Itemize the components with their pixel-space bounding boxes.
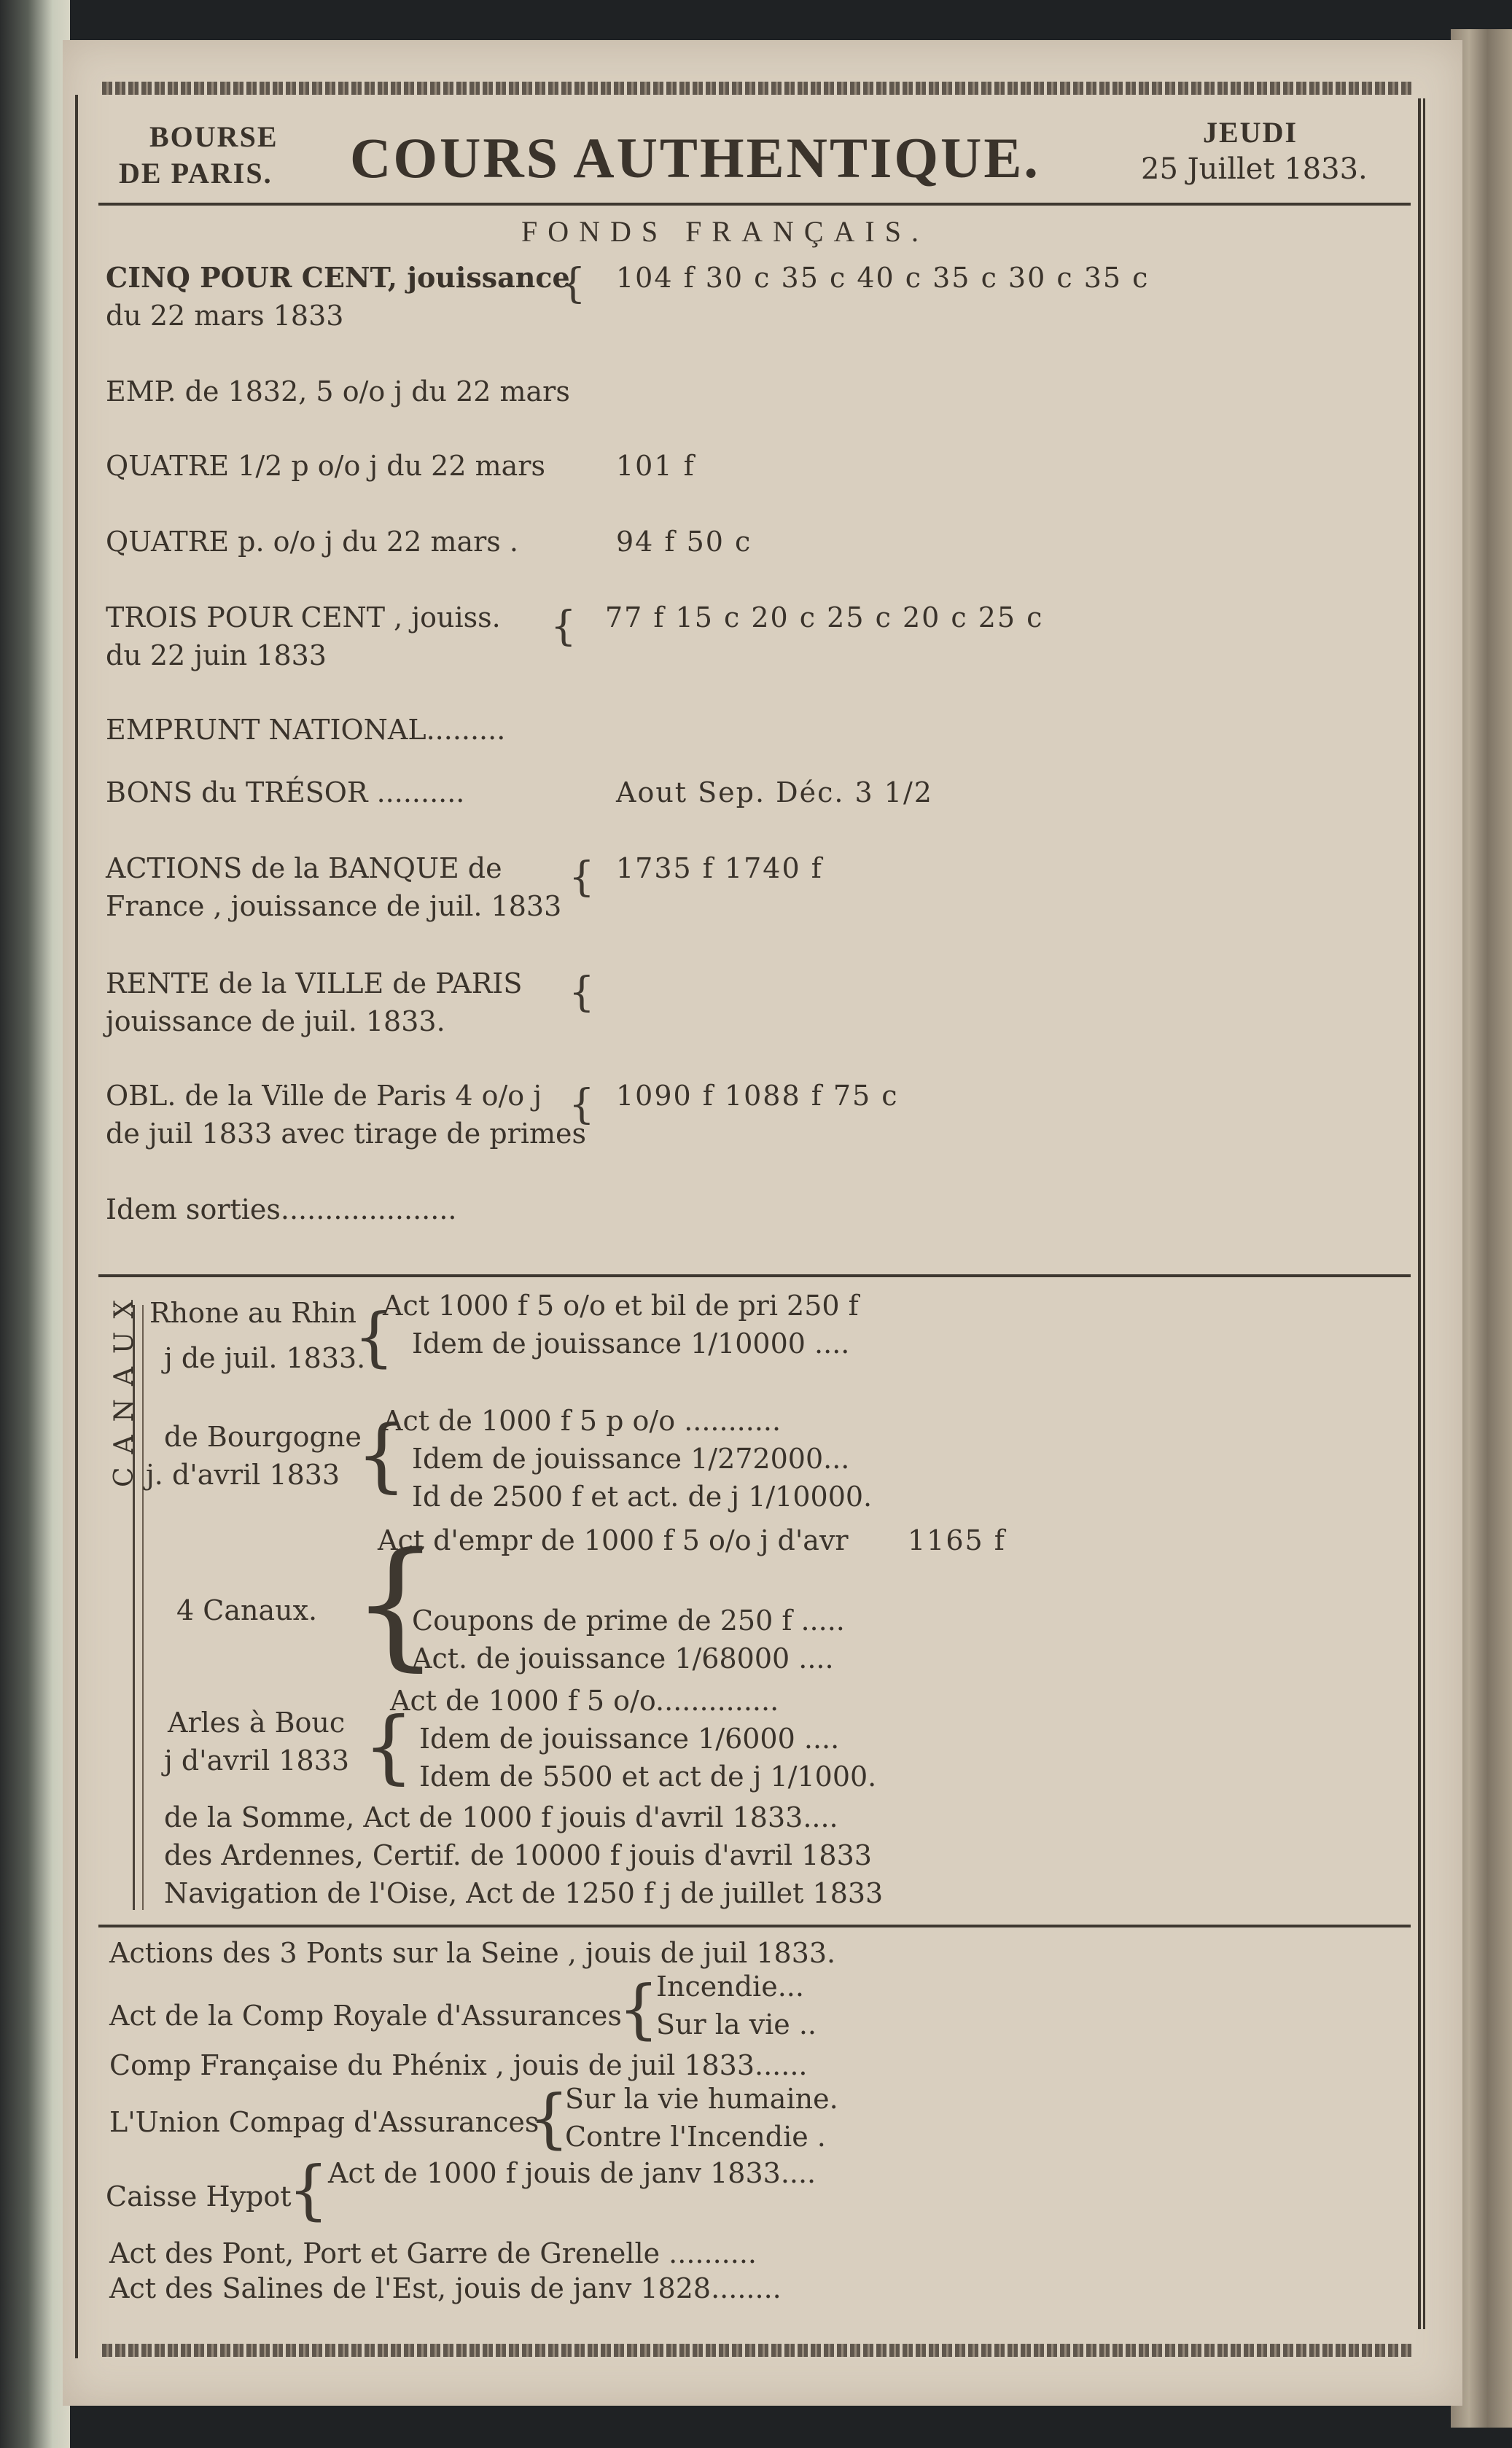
quatre-demi-label: QUATRE 1/2 p o/o j du 22 mars [106, 450, 545, 482]
brace: { [550, 603, 577, 650]
cinq-value: 104 f 30 c 35 c 40 c 35 c 30 c 35 c [616, 262, 1150, 294]
union-item-1: Sur la vie humaine. [565, 2083, 838, 2115]
quatre-canaux-value: 1165 f [908, 1524, 1006, 1556]
emp-label: EMP. de 1832, 5 o/o j du 22 mars [106, 375, 570, 408]
brace: { [569, 969, 595, 1016]
trois-label: TROIS POUR CENT , jouiss. [106, 601, 501, 634]
actions-label-2: France , jouissance de juil. 1833 [106, 890, 562, 922]
union-item-2: Contre l'Incendie . [565, 2121, 826, 2153]
bons-label: BONS du TRÉSOR .......... [106, 776, 465, 808]
cinq-label: CINQ POUR CENT, jouissance [106, 261, 570, 294]
actions-value: 1735 f 1740 f [616, 852, 823, 884]
brace: { [569, 854, 595, 901]
header-rule [98, 203, 1411, 206]
oise-line: Navigation de l'Oise, Act de 1250 f j de juillet 1833 [164, 1877, 884, 1909]
trois-date: du 22 juin 1833 [106, 639, 327, 671]
salines-line: Act des Salines de l'Est, jouis de janv 1828........ [109, 2272, 782, 2304]
ardennes-line: des Ardennes, Certif. de 10000 f jouis d'avril 1833 [164, 1839, 872, 1871]
quatre-canaux-item-3: Act. de jouissance 1/68000 .... [412, 1642, 834, 1675]
arles-item-2: Idem de jouissance 1/6000 .... [419, 1723, 840, 1755]
rhone-item-1: Act 1000 f 5 o/o et bil de pri 250 f [383, 1290, 859, 1322]
brace: { [356, 1408, 407, 1501]
caisse-label: Caisse Hypot [106, 2180, 292, 2213]
assurances-label: Act de la Comp Royale d'Assurances [109, 2000, 622, 2032]
bottom-ornament-border [102, 2344, 1414, 2357]
phenix-line: Comp Française du Phénix , jouis de juil 1833...... [109, 2049, 808, 2081]
union-label: L'Union Compag d'Assurances [109, 2106, 539, 2138]
brace: { [363, 1699, 414, 1793]
arles-item-3: Idem de 5500 et act de j 1/1000. [419, 1761, 877, 1793]
bourgogne-name: de Bourgogne [164, 1421, 362, 1453]
brace: { [354, 1299, 394, 1374]
canaux-top-rule [98, 1274, 1411, 1277]
quatre-label: QUATRE p. o/o j du 22 mars . [106, 526, 518, 558]
grenelle-line: Act des Pont, Port et Garre de Grenelle .......... [109, 2237, 757, 2269]
obl-value: 1090 f 1088 f 75 c [616, 1080, 899, 1112]
quatre-demi-value: 101 f [616, 450, 695, 482]
rente-label-2: jouissance de juil. 1833. [106, 1005, 445, 1037]
obl-label-2: de juil 1833 avec tirage de primes [106, 1118, 586, 1150]
header-day: JEUDI [1203, 116, 1298, 149]
brace: { [618, 1971, 659, 2046]
quatre-canaux-item-1: Act d'empr de 1000 f 5 o/o j d'avr [378, 1524, 849, 1556]
actions-label: ACTIONS de la BANQUE de [106, 852, 502, 884]
top-ornament-border [102, 82, 1414, 95]
idem-sorties-label: Idem sorties.................... [106, 1193, 457, 1225]
brace: { [529, 2081, 569, 2156]
frame-right-border [1418, 98, 1425, 2329]
header-bourse: BOURSE [149, 120, 278, 153]
quatre-value: 94 f 50 c [616, 526, 752, 558]
arles-date: j d'avril 1833 [164, 1745, 350, 1777]
arles-name: Arles à Bouc [168, 1707, 346, 1739]
bourgogne-item-1: Act de 1000 f 5 p o/o ........... [383, 1405, 782, 1437]
assurances-item-1: Incendie... [656, 1971, 804, 2003]
divers-top-rule [98, 1925, 1411, 1927]
brace: { [288, 2152, 329, 2227]
trois-value: 77 f 15 c 20 c 25 c 20 c 25 c [605, 601, 1044, 634]
bourgogne-item-2: Idem de jouissance 1/272000... [412, 1443, 850, 1475]
assurances-item-2: Sur la vie .. [656, 2008, 817, 2040]
bons-value: Aout Sep. Déc. 3 1/2 [616, 776, 933, 808]
book-spine [0, 0, 70, 2448]
rente-label: RENTE de la VILLE de PARIS [106, 967, 523, 999]
rhone-item-2: Idem de jouissance 1/10000 .... [412, 1328, 850, 1360]
rhone-date: j de juil. 1833. [164, 1342, 366, 1374]
quatre-canaux-name: 4 Canaux. [176, 1594, 318, 1626]
rhone-name: Rhone au Rhin [149, 1297, 356, 1329]
obl-label: OBL. de la Ville de Paris 4 o/o j [106, 1080, 542, 1112]
header-de-paris: DE PARIS. [119, 157, 273, 190]
canaux-bar-inner [142, 1305, 144, 1910]
ponts-line: Actions des 3 Ponts sur la Seine , jouis de juil 1833. [109, 1937, 836, 1969]
emprunt-label: EMPRUNT NATIONAL......... [106, 714, 506, 746]
somme-line: de la Somme, Act de 1000 f jouis d'avril 1833.... [164, 1801, 838, 1833]
brace: { [560, 260, 586, 308]
bourgogne-date: j. d'avril 1833 [146, 1459, 340, 1491]
canaux-vertical-label: CANAUX [109, 1286, 139, 1487]
header-date: 25 Juillet 1833. [1141, 152, 1368, 186]
bourgogne-item-3: Id de 2500 f et act. de j 1/10000. [412, 1481, 873, 1513]
quatre-canaux-item-2: Coupons de prime de 250 f ..... [412, 1605, 845, 1637]
page-title: COURS AUTHENTIQUE. [350, 126, 1040, 190]
brace: { [351, 1523, 440, 1684]
frame-left-border [75, 95, 78, 2358]
cinq-date: du 22 mars 1833 [106, 300, 344, 332]
arles-item-1: Act de 1000 f 5 o/o.............. [390, 1685, 779, 1717]
brace: { [569, 1081, 595, 1129]
section-title-fonds: FONDS FRANÇAIS. [521, 215, 929, 248]
caisse-item: Act de 1000 f jouis de janv 1833.... [328, 2157, 817, 2189]
